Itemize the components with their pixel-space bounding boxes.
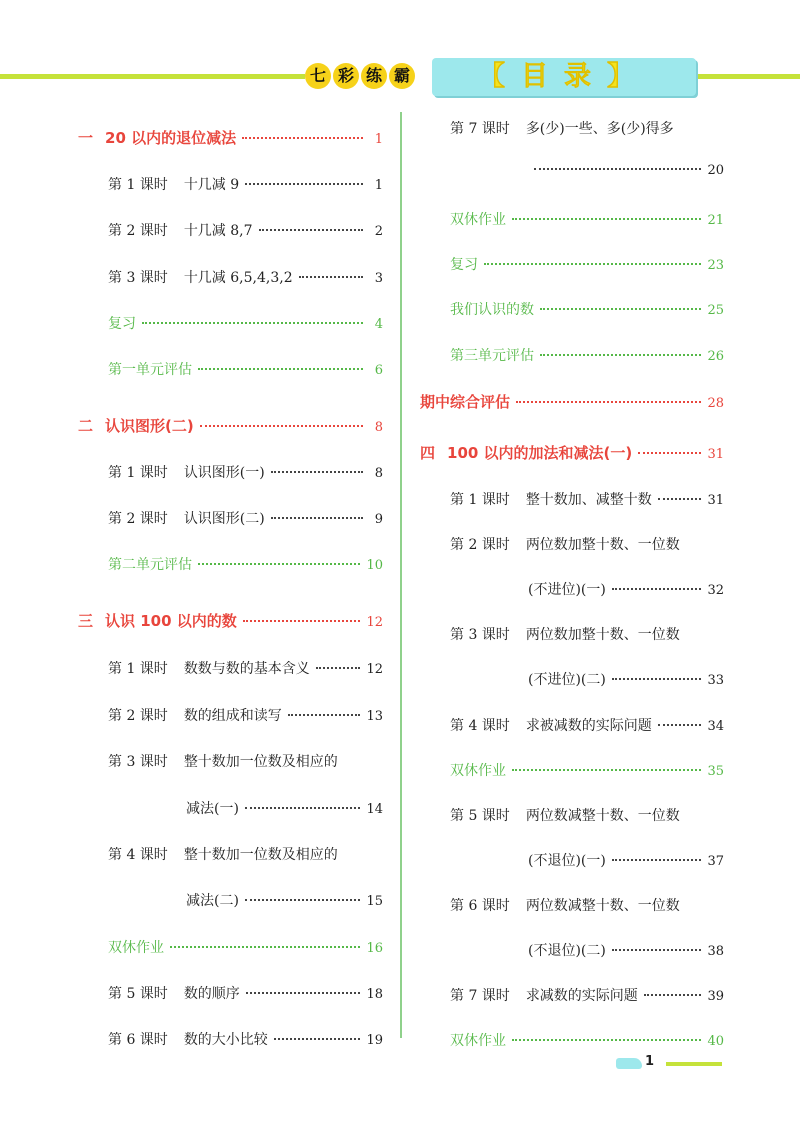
toc-entry[interactable] — [450, 209, 724, 233]
dot-leader — [245, 899, 361, 901]
unit-number: 一 — [78, 129, 94, 147]
toc-entry[interactable] — [528, 579, 724, 603]
dot-leader — [271, 471, 363, 473]
page-ref: 37 — [707, 854, 724, 869]
toc-entry[interactable] — [108, 983, 383, 1007]
page-ref: 15 — [366, 894, 383, 909]
page-ref: 23 — [707, 258, 724, 273]
page-ref: 35 — [707, 764, 724, 779]
page-ref: 1 — [374, 178, 383, 193]
toc-entry[interactable] — [108, 705, 383, 729]
lesson-title: 十几减 8,7 — [183, 223, 253, 239]
lesson-title: 数的组成和读写 — [183, 708, 282, 724]
dot-leader — [540, 308, 701, 310]
toc-entry[interactable] — [450, 254, 724, 278]
toc-entry[interactable] — [450, 624, 724, 648]
section-title: 第三单元评估 — [450, 348, 534, 364]
toc-entry[interactable] — [78, 415, 383, 439]
dot-leader — [644, 994, 702, 996]
page-tab-icon — [616, 1058, 642, 1069]
toc-title-box — [432, 58, 696, 96]
toc-entry[interactable] — [108, 313, 383, 337]
footer-bar — [666, 1062, 722, 1066]
dot-leader — [274, 1038, 361, 1040]
page-ref: 12 — [366, 615, 383, 630]
section-title: 双休作业 — [450, 763, 506, 779]
dot-leader — [316, 667, 361, 669]
unit-title: 认识图形(二) — [105, 417, 194, 435]
lesson-number: 第 7 课时 — [450, 121, 510, 137]
lesson-title: 十几减 9 — [183, 177, 240, 193]
dot-leader — [512, 218, 701, 220]
toc-entry[interactable] — [108, 174, 383, 198]
section-title: 第二单元评估 — [108, 557, 192, 573]
toc-entry[interactable] — [108, 937, 383, 961]
toc-entry[interactable] — [108, 359, 383, 383]
toc-title: 【目录】 — [478, 61, 650, 92]
dot-leader — [612, 588, 702, 590]
lesson-number: 第 1 课时 — [450, 492, 510, 508]
brand-char: 彩 — [333, 63, 359, 89]
page-ref: 40 — [707, 1034, 724, 1049]
page-ref: 16 — [366, 941, 383, 956]
lesson-title-continued: (不退位)(一) — [528, 853, 606, 869]
dot-leader — [638, 452, 701, 454]
lesson-title: 认识图形(二) — [183, 511, 265, 527]
dot-leader — [246, 992, 361, 994]
section-title: 双休作业 — [108, 940, 164, 956]
lesson-number: 第 4 课时 — [108, 847, 168, 863]
toc-entry[interactable] — [450, 895, 724, 919]
toc-entry[interactable] — [108, 751, 383, 775]
toc-entry[interactable] — [108, 220, 383, 244]
toc-entry[interactable] — [78, 127, 383, 151]
lesson-title: 两位数减整十数、一位数 — [525, 808, 680, 824]
unit-number: 四 — [420, 444, 436, 462]
brand-char: 练 — [361, 63, 387, 89]
toc-entry[interactable] — [420, 442, 724, 466]
dot-leader — [534, 168, 701, 170]
toc-entry[interactable] — [108, 658, 383, 682]
toc-entry[interactable] — [528, 850, 724, 874]
page-ref: 12 — [366, 662, 383, 677]
lesson-title-continued: (不退位)(二) — [528, 943, 606, 959]
brand-logo — [305, 63, 415, 91]
dot-leader — [198, 563, 360, 565]
dot-leader — [259, 229, 363, 231]
toc-entry[interactable] — [450, 1030, 724, 1054]
dot-leader — [245, 183, 363, 185]
dot-leader — [242, 137, 363, 139]
page-ref: 2 — [374, 224, 383, 239]
dot-leader — [658, 724, 702, 726]
unit-title: 期中综合评估 — [420, 393, 511, 411]
lesson-title: 两位数加整十数、一位数 — [525, 537, 680, 553]
page-ref: 8 — [374, 420, 383, 435]
section-title: 双休作业 — [450, 212, 506, 228]
page-ref: 18 — [366, 987, 383, 1002]
toc-entry[interactable] — [186, 890, 383, 914]
dot-leader — [540, 354, 701, 356]
lesson-title: 整十数加一位数及相应的 — [183, 754, 338, 770]
dot-leader — [200, 425, 363, 427]
page-ref: 6 — [374, 363, 383, 378]
column-divider — [400, 112, 402, 1038]
section-title: 复习 — [108, 316, 136, 332]
lesson-number: 第 6 课时 — [450, 898, 510, 914]
page-ref: 9 — [374, 512, 383, 527]
toc-entry[interactable] — [420, 391, 724, 415]
page-number: 1 — [645, 1054, 655, 1069]
page-ref: 1 — [374, 132, 383, 147]
dot-leader — [170, 946, 360, 948]
page-ref: 28 — [707, 396, 724, 411]
toc-entry[interactable] — [528, 940, 724, 964]
dot-leader — [484, 263, 701, 265]
lesson-title-continued: (不进位)(一) — [528, 582, 606, 598]
toc-entry[interactable] — [450, 299, 724, 323]
toc-entry[interactable] — [450, 489, 724, 513]
page-ref: 20 — [707, 163, 724, 178]
page-ref: 33 — [707, 673, 724, 688]
page-ref: 34 — [707, 719, 724, 734]
page-ref: 38 — [707, 944, 724, 959]
lesson-number: 第 1 课时 — [108, 661, 168, 677]
lesson-title-continued: (不进位)(二) — [528, 672, 606, 688]
toc-entry[interactable] — [108, 844, 383, 868]
toc-entry[interactable] — [108, 462, 383, 486]
dot-leader — [288, 714, 361, 716]
lesson-title: 两位数加整十数、一位数 — [525, 627, 680, 643]
page-ref: 13 — [366, 709, 383, 724]
lesson-number: 第 2 课时 — [108, 223, 168, 239]
lesson-number: 第 1 课时 — [108, 177, 168, 193]
section-title: 第一单元评估 — [108, 362, 192, 378]
header-bar-right — [696, 74, 800, 79]
lesson-number: 第 3 课时 — [450, 627, 510, 643]
lesson-title: 数数与数的基本含义 — [183, 661, 310, 677]
section-title: 复习 — [450, 257, 478, 273]
page-ref: 21 — [707, 213, 724, 228]
page-ref: 8 — [374, 466, 383, 481]
toc-entry[interactable] — [108, 1029, 383, 1053]
lesson-number: 第 4 课时 — [450, 718, 510, 734]
dot-leader — [512, 769, 701, 771]
unit-title: 100 以内的加法和减法(一) — [447, 444, 633, 462]
lesson-title: 求被减数的实际问题 — [525, 718, 652, 734]
toc-entry[interactable] — [186, 798, 383, 822]
page-ref: 10 — [366, 558, 383, 573]
lesson-title: 整十数加一位数及相应的 — [183, 847, 338, 863]
page-ref: 26 — [707, 349, 724, 364]
dot-leader — [658, 498, 702, 500]
toc-entry[interactable] — [450, 805, 724, 829]
page-ref: 14 — [366, 802, 383, 817]
dot-leader — [243, 620, 361, 622]
lesson-number: 第 2 课时 — [108, 511, 168, 527]
dot-leader — [516, 401, 701, 403]
dot-leader — [271, 517, 363, 519]
page-ref: 25 — [707, 303, 724, 318]
dot-leader — [299, 276, 363, 278]
page-ref: 39 — [707, 989, 724, 1004]
brand-char: 霸 — [389, 63, 415, 89]
toc-entry[interactable] — [450, 345, 724, 369]
toc-entry[interactable] — [450, 118, 724, 142]
dot-leader — [612, 859, 702, 861]
lesson-number: 第 2 课时 — [108, 708, 168, 724]
dot-leader — [612, 678, 702, 680]
page-ref: 4 — [374, 317, 383, 332]
lesson-title-continued: 减法(一) — [186, 801, 239, 817]
toc-entry[interactable] — [108, 554, 383, 578]
page-ref: 32 — [707, 583, 724, 598]
section-title: 双休作业 — [450, 1033, 506, 1049]
lesson-number: 第 2 课时 — [450, 537, 510, 553]
toc-entry[interactable] — [450, 715, 724, 739]
toc-entry[interactable] — [108, 508, 383, 532]
lesson-number: 第 7 课时 — [450, 988, 510, 1004]
lesson-title: 求减数的实际问题 — [525, 988, 638, 1004]
toc-entry[interactable] — [528, 163, 724, 187]
dot-leader — [198, 368, 363, 370]
unit-number: 三 — [78, 612, 94, 630]
dot-leader — [142, 322, 363, 324]
lesson-number: 第 6 课时 — [108, 1032, 168, 1048]
lesson-title: 两位数减整十数、一位数 — [525, 898, 680, 914]
lesson-number: 第 1 课时 — [108, 465, 168, 481]
unit-number: 二 — [78, 417, 94, 435]
lesson-number: 第 3 课时 — [108, 754, 168, 770]
lesson-number: 第 3 课时 — [108, 270, 168, 286]
toc-entry[interactable] — [450, 760, 724, 784]
toc-entry[interactable] — [108, 267, 383, 291]
toc-entry[interactable] — [78, 610, 383, 634]
lesson-number: 第 5 课时 — [108, 986, 168, 1002]
lesson-title: 多(少)一些、多(少)得多 — [525, 121, 674, 137]
header-bar-left — [0, 74, 305, 79]
dot-leader — [512, 1039, 701, 1041]
lesson-title-continued: 减法(二) — [186, 893, 239, 909]
section-title: 我们认识的数 — [450, 302, 534, 318]
unit-title: 认识 100 以内的数 — [105, 612, 237, 630]
lesson-title: 数的顺序 — [183, 986, 240, 1002]
brand-char: 七 — [305, 63, 331, 89]
lesson-title: 认识图形(一) — [183, 465, 265, 481]
dot-leader — [245, 807, 361, 809]
unit-title: 20 以内的退位减法 — [105, 129, 237, 147]
toc-entry[interactable] — [528, 669, 724, 693]
dot-leader — [612, 949, 702, 951]
lesson-number: 第 5 课时 — [450, 808, 510, 824]
page-ref: 19 — [366, 1033, 383, 1048]
page-ref: 3 — [374, 271, 383, 286]
lesson-title: 数的大小比较 — [183, 1032, 268, 1048]
toc-entry[interactable] — [450, 534, 724, 558]
lesson-title: 整十数加、减整十数 — [525, 492, 652, 508]
page-ref: 31 — [707, 493, 724, 508]
toc-entry[interactable] — [450, 985, 724, 1009]
lesson-title: 十几减 6,5,4,3,2 — [183, 270, 293, 286]
page-ref: 31 — [707, 447, 724, 462]
